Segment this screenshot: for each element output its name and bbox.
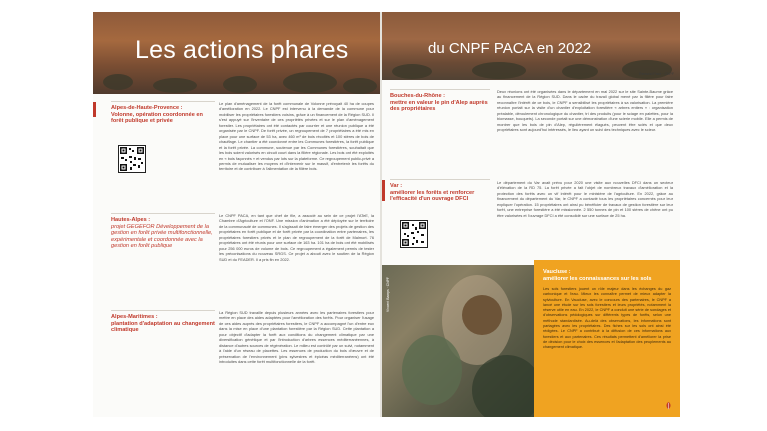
section-title-var: Var :	[390, 183, 403, 189]
section-title-vaucluse: Vaucluse :	[543, 269, 571, 275]
vaucluse-box	[534, 260, 680, 417]
section-subtitle-ha: projet GEGEFOR Développement de la gestion en forêt privée multifonctionnelle, expérimentale et coordonnée avec la gestion en forêt publique	[111, 224, 213, 250]
qr-code-icon	[119, 146, 145, 172]
photo-credit-vertical: Vincent Bamps · CNPF	[386, 277, 390, 312]
section-divider	[111, 310, 215, 311]
page-subtitle: du CNPF PACA en 2022	[428, 40, 592, 57]
left-page	[93, 12, 380, 417]
section-title-am: Alpes-Maritimes :	[111, 314, 158, 320]
section-text-ha: Le CNPF PACA, en tant que chef de file, a associé au sein de ce projet l'ATeE, la Chambre d'Agriculture et l'ONF. Une mission d'animation a été déployée sur le territoire de la communauté de communes. Il s'agissait de faire émerger des projets de gestion des propriétaires en forêt publique et de forêt privée par la coordination entre partenaires, les propriétaires forestiers privés et le plan de regroupement de la forêt de Malmort. 76 propriétaires ont été réunis pour une surface de 163 ha. 101 ha de bois ont été mobilisés pour 256 000 euros de volume de bois. Ce regroupement a également permis de tester les préconisations du nouveau SRGS. Ce projet a abouti avec le soutien de la Région SUD et du FEADER. Il a pris fin en 2022.	[219, 213, 374, 262]
section-divider	[390, 179, 490, 180]
section-text-am: La Région SUD travaille depuis plusieurs années avec les partenaires forestiers pour mettre en place des aides adaptées pour l'amélioration des forêts. Pour organiser l'usage de ces aides auprès des propriétaires forestiers, le CNPF a accompagné l'un d'entre eux dans la mise en place d'une plantation forestière par la Région SUD. Cette plantation a pour objectif d'adapter la forêt aux conditions du changement climatique par une diversification génétique et par l'introduction d'arbres essences méditerranéennes, à distance d'autres sources de régénération. Le milieu est contrôlé par un suivi, notamment à l'aide d'un réseau de placettes. Les essences de production du bois d'œuvre et de préservation de l'environnement (pins sylvestres et épicéas méditerranéens) ont été introduites dans cette forêt multifonctionnelle de la forêt.	[219, 310, 374, 365]
section-subtitle-vaucluse: améliorer les connaissances sur les sols	[543, 276, 652, 282]
qr-code[interactable]	[400, 220, 428, 248]
section-divider	[390, 89, 490, 90]
section-text-bdr: Deux réunions ont été organisées dans le département en mai 2022 sur le site Sainte-Baume grâce au financement de la Région SUD. Dans le cadre du travail global mené par la filière pour faire reconnaître l'intérêt de ce bois, le CNPF a sensibilisé les propriétaires à sa valorisation. La première réunion portait sur la visite d'un chantier d'exploitation forestière « arbres entiers » : organisation préalable, déroulement chronologique du chantier, tri des produits (pour le sciage en palettes, pour la biomasse, bouquets). La seconde portait sur une démonstration d'une scierie mobile. Elle a permis de montrer que les bois de pin d'Alep, régulièrement élagués, peuvent être sciés et que deux propriétaires sont aujourd'hui intéressés, le lieu ayant un suivi des techniques avec le scieur.	[497, 89, 673, 133]
section-divider	[111, 213, 215, 214]
section-title-ha: Hautes-Alpes :	[111, 217, 151, 223]
qr-code[interactable]	[118, 145, 146, 173]
section-title-bdr: Bouches-du-Rhône :	[390, 93, 446, 99]
page-title: Les actions phares	[135, 36, 349, 64]
photo-credit: Remond Pacé · CNPF	[639, 72, 674, 76]
section-text-var: Le département du Var avait prévu pour 2020 une visite aux nouvelles DFCI dans un secteur d'élévation de la RD 75. La forêt privée a fait l'objet de nombreux travaux d'amélioration et la protection des forêts avec un vif intérêt pour le ministère de l'agriculture. En 2022, grâce au financement du département du Var, le CNPF a contacté tous les propriétaires concernés pour leur expliquer l'opération. 15 propriétaires ont ainsi pu bénéficier de travaux de gestion forestière sur leur forêt, une entreprise forestière a été missionnée. 2 550 tonnes de pin et 100 stères de chêne ont pu être valorisées et l'ouvrage DFCI a été consolidé sur une surface de 25 ha.	[497, 180, 673, 218]
right-page	[382, 12, 680, 417]
section-title-ahp: Alpes-de-Haute-Provence :	[111, 105, 183, 111]
section-subtitle-var: améliorer les forêts et renforcer l'efficacité d'un ouvrage DFCI	[390, 190, 475, 203]
section-divider	[111, 101, 215, 102]
section-text-ahp: Le plan d'aménagement de la forêt communale de Volonne prévoyait 40 ha de coupes d'amélioration en 2022. Le CNPF est intervenu à la demande de la commune pour mobiliser les propriétaires forestiers voisins, grâce à un financement de la Région SUD. Il s'est appuyé sur l'inventaire de ces propriétés privées et sur le plan d'aménagement forestier. Les propriétaires ont été contactés par courrier et une réunion publique a été organisée par le CNPF. De forêt privée, un regroupement de 7 propriétaires a été mis en place pour une surface de 53 ha, avec 460 m³ de bois récoltés et 100 stères de bois de chauffage. Le chantier a été coordonné entre les Communes forestières, la forêt publique et la forêt privée. La commune, soutenue par les Communes forestières, souhaitait que les bois soient valorisés en circuit court dans la filière régionale. Les bois ont été exploités en « bois façonnés » et vendus par lots sur la plateforme. Ce regroupement public-privé a permis de mutualiser les moyens et d'intervenir sur le massif, d'entretenir les forêts du territoire et de contribuer à l'alimentation de la filière bois.	[219, 101, 374, 172]
section-text-vaucluse: Les sols forestiers jouent un rôle majeur dans les échanges du gaz carbonique et l'eau. Mieux les connaître permet de mieux adapter la sylviculture. En Vaucluse, avec le concours des partenaires, le CNPF a lancé une étude sur les sols forestiers et leurs propriétés, notamment la réserve utile en eau. En 2022, le CNPF a conduit une série de sondages et d'observations pédologiques sur différents types de forêts, selon une méthode standardisée. Au-delà des observations, les informations sont partagées avec les propriétaires. Des fiches sur les sols ont ainsi été rédigées. Le CNPF a contribué à la diffusion de ces informations aux forestiers et aux partenaires. Ces résultats permettent d'améliorer la prise de décision pour le choix des essences et l'adaptation des peuplements au changement climatique.	[543, 287, 671, 350]
section-subtitle-ahp: Volonne, opération coordonnée en forêt publique et privée	[111, 112, 203, 125]
qr-code-icon	[401, 221, 427, 247]
accent-bar	[382, 180, 385, 201]
accent-bar	[93, 102, 96, 117]
leaf-logo-icon	[664, 401, 673, 410]
section-subtitle-bdr: mettre en valeur le pin d'Alep auprès des propriétaires	[390, 100, 488, 113]
section-subtitle-am: plantation d'adaptation au changement climatique	[111, 321, 215, 334]
forest-photo	[382, 265, 534, 417]
